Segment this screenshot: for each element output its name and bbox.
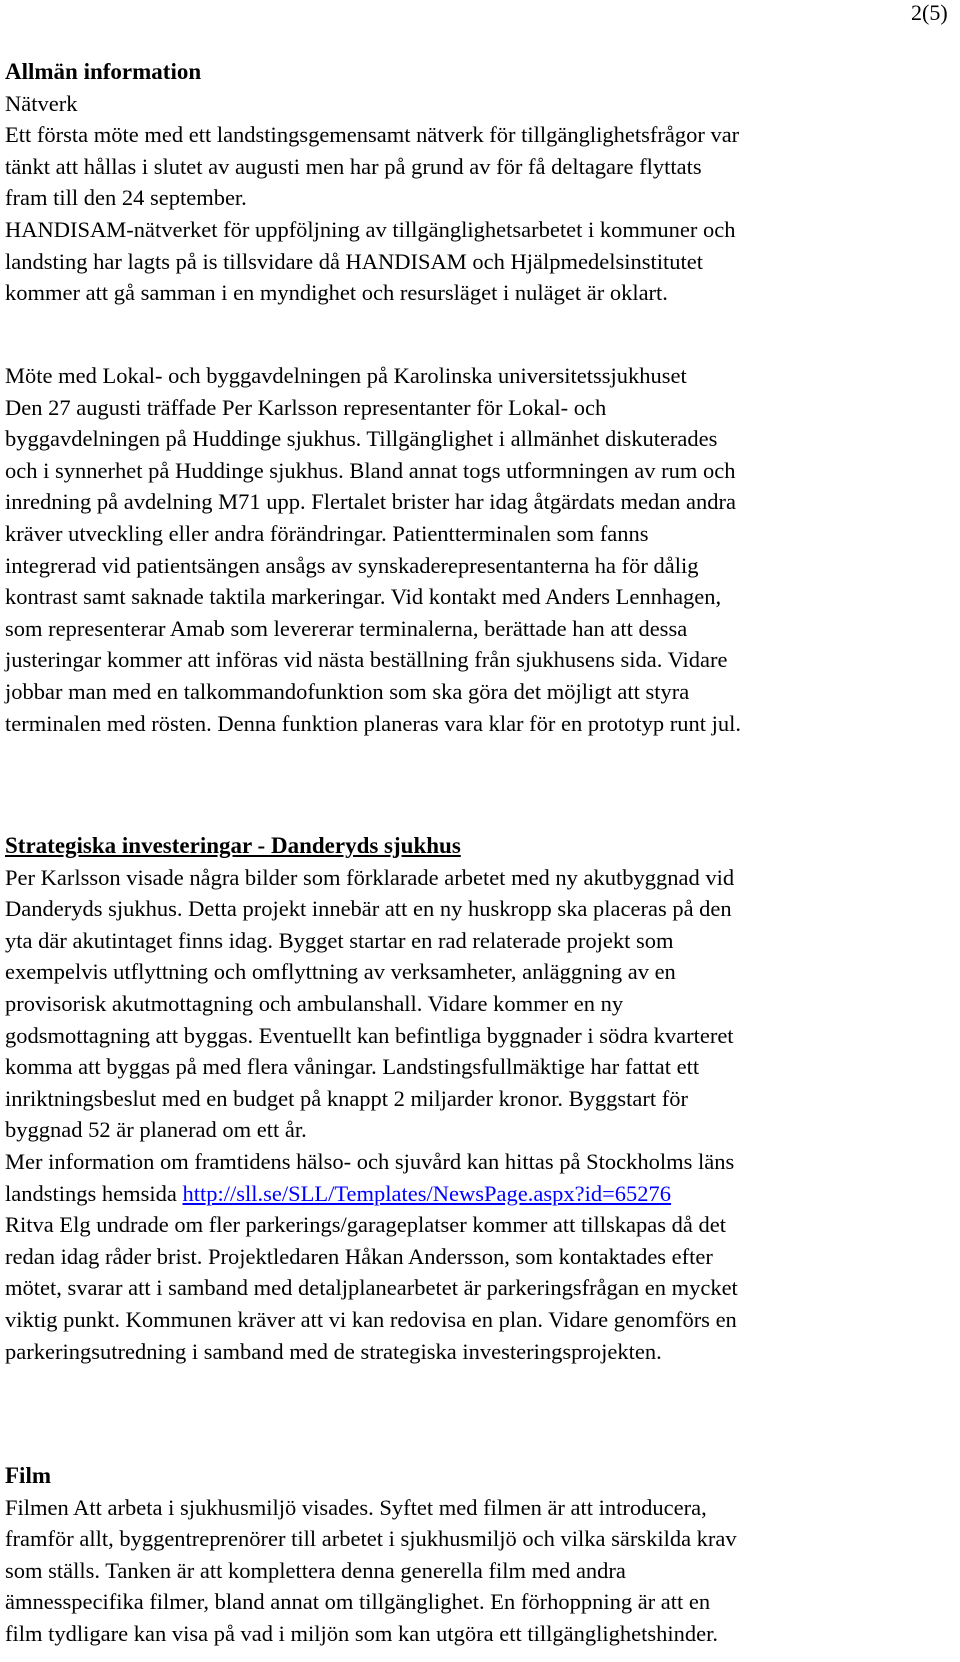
text-line: HANDISAM-nätverket för uppföljning av tillgänglighetsarbetet i kommuner och xyxy=(5,216,736,242)
text-line: Per Karlsson visade några bilder som förklarade arbetet med ny akutbyggnad vid xyxy=(5,864,735,890)
text-line: parkeringsutredning i samband med de strategiska investeringsprojekten. xyxy=(5,1338,662,1364)
text-line: justeringar kommer att införas vid nästa beställning från sjukhusens sida. Vidare xyxy=(5,647,728,673)
text-line: kräver utveckling eller andra förändringar. Patientterminalen som fanns xyxy=(5,520,649,546)
section-strategiska-investeringar xyxy=(5,830,955,1367)
heading-allman-information: Allmän information xyxy=(5,59,202,84)
text-line: och i synnerhet på Huddinge sjukhus. Bland annat togs utformningen av rum och xyxy=(5,457,736,483)
text-line: byggnad 52 är planerad om ett år. xyxy=(5,1117,307,1143)
heading-film: Film xyxy=(5,1463,51,1488)
text-line: mötet, svarar att i samband med detaljplanearbetet är parkeringsfrågan en mycket xyxy=(5,1275,738,1301)
section-allman-information xyxy=(5,56,955,309)
text-line: kommer att gå samman i en myndighet och resursläget i nuläget är oklart. xyxy=(5,280,668,306)
text-line: film tydligare kan visa på vad i miljön som kan utgöra ett tillgänglighetshinder. xyxy=(5,1620,718,1646)
text-line: redan idag råder brist. Projektledaren Håkan Andersson, som kontaktades efter xyxy=(5,1243,713,1269)
link-prefix: landstings hemsida xyxy=(5,1180,183,1206)
text-line: inriktningsbeslut med en budget på knappt 2 miljarder kronor. Byggstart för xyxy=(5,1085,688,1111)
text-line: som ställs. Tanken är att komplettera denna generella film med andra xyxy=(5,1557,626,1583)
text-line: integrerad vid patientsängen ansågs av synskaderepresentanterna ha för dålig xyxy=(5,552,699,578)
text-line: Filmen Att arbeta i sjukhusmiljö visades. Syftet med filmen är att introducera, xyxy=(5,1494,707,1520)
text-line: godsmottagning att byggas. Eventuellt kan befintliga byggnader i södra kvarteret xyxy=(5,1022,734,1048)
text-line: exempelvis utflyttning och omflyttning av verksamheter, anläggning av en xyxy=(5,959,676,985)
text-line: landsting har lagts på is tillsvidare då HANDISAM och Hjälpmedelsinstitutet xyxy=(5,248,704,274)
text-line: framför allt, byggentreprenörer till arbetet i sjukhusmiljö och vilka särskilda krav xyxy=(5,1526,737,1552)
text-line: Danderyds sjukhus. Detta projekt innebär att en ny huskropp ska placeras på den xyxy=(5,896,732,922)
section-mote-lokal-bygg xyxy=(5,360,955,739)
text-line: ämnesspecifika filmer, bland annat om tillgänglighet. En förhoppning är att en xyxy=(5,1589,711,1615)
text-line: kontrast samt saknade taktila markeringar. Vid kontakt med Anders Lennhagen, xyxy=(5,584,722,610)
text-line: viktig punkt. Kommunen kräver att vi kan redovisa en plan. Vidare genomförs en xyxy=(5,1306,737,1332)
text-line: Ett första möte med ett landstingsgemensamt nätverk för tillgänglighetsfrågor var xyxy=(5,122,740,148)
text-line: Den 27 augusti träffade Per Karlsson representanter för Lokal- och xyxy=(5,394,607,420)
text-line-with-link xyxy=(5,1178,955,1210)
text-line: inredning på avdelning M71 upp. Flertalet brister har idag åtgärdats medan andra xyxy=(5,489,737,515)
text-line: Ritva Elg undrade om fler parkerings/garageplatser kommer att tillskapas då det xyxy=(5,1212,727,1238)
text-line: fram till den 24 september. xyxy=(5,185,247,211)
text-line: som representerar Amab som levererar terminalerna, berättade han att dessa xyxy=(5,615,688,641)
text-line: komma att byggas på med flera våningar. Landstingsfullmäktige har fattat ett xyxy=(5,1054,700,1080)
section-film xyxy=(5,1460,955,1650)
sll-newspage-link[interactable]: http://sll.se/SLL/Templates/NewsPage.aspx?id=65276 xyxy=(182,1180,672,1206)
text-line: Nätverk xyxy=(5,90,78,116)
text-line: terminalen med rösten. Denna funktion planeras vara klar för en prototyp runt jul. xyxy=(5,710,742,736)
text-line: yta där akutintaget finns idag. Bygget startar en rad relaterade projekt som xyxy=(5,927,674,953)
page-number: 2(5) xyxy=(911,0,948,25)
heading-strategiska-investeringar: Strategiska investeringar - Danderyds sjukhus xyxy=(5,833,461,858)
text-line: provisorisk akutmottagning och ambulanshall. Vidare kommer en ny xyxy=(5,990,624,1016)
text-line: Mer information om framtidens hälso- och sjuvård kan hittas på Stockholms läns xyxy=(5,1148,735,1174)
text-line: Möte med Lokal- och byggavdelningen på Karolinska universitetssjukhuset xyxy=(5,363,687,388)
text-line: byggavdelningen på Huddinge sjukhus. Tillgänglighet i allmänhet diskuterades xyxy=(5,426,718,452)
text-line: tänkt att hållas i slutet av augusti men har på grund av för få deltagare flyttats xyxy=(5,153,702,179)
text-line: jobbar man med en talkommandofunktion som ska göra det möjligt att styra xyxy=(5,678,690,704)
